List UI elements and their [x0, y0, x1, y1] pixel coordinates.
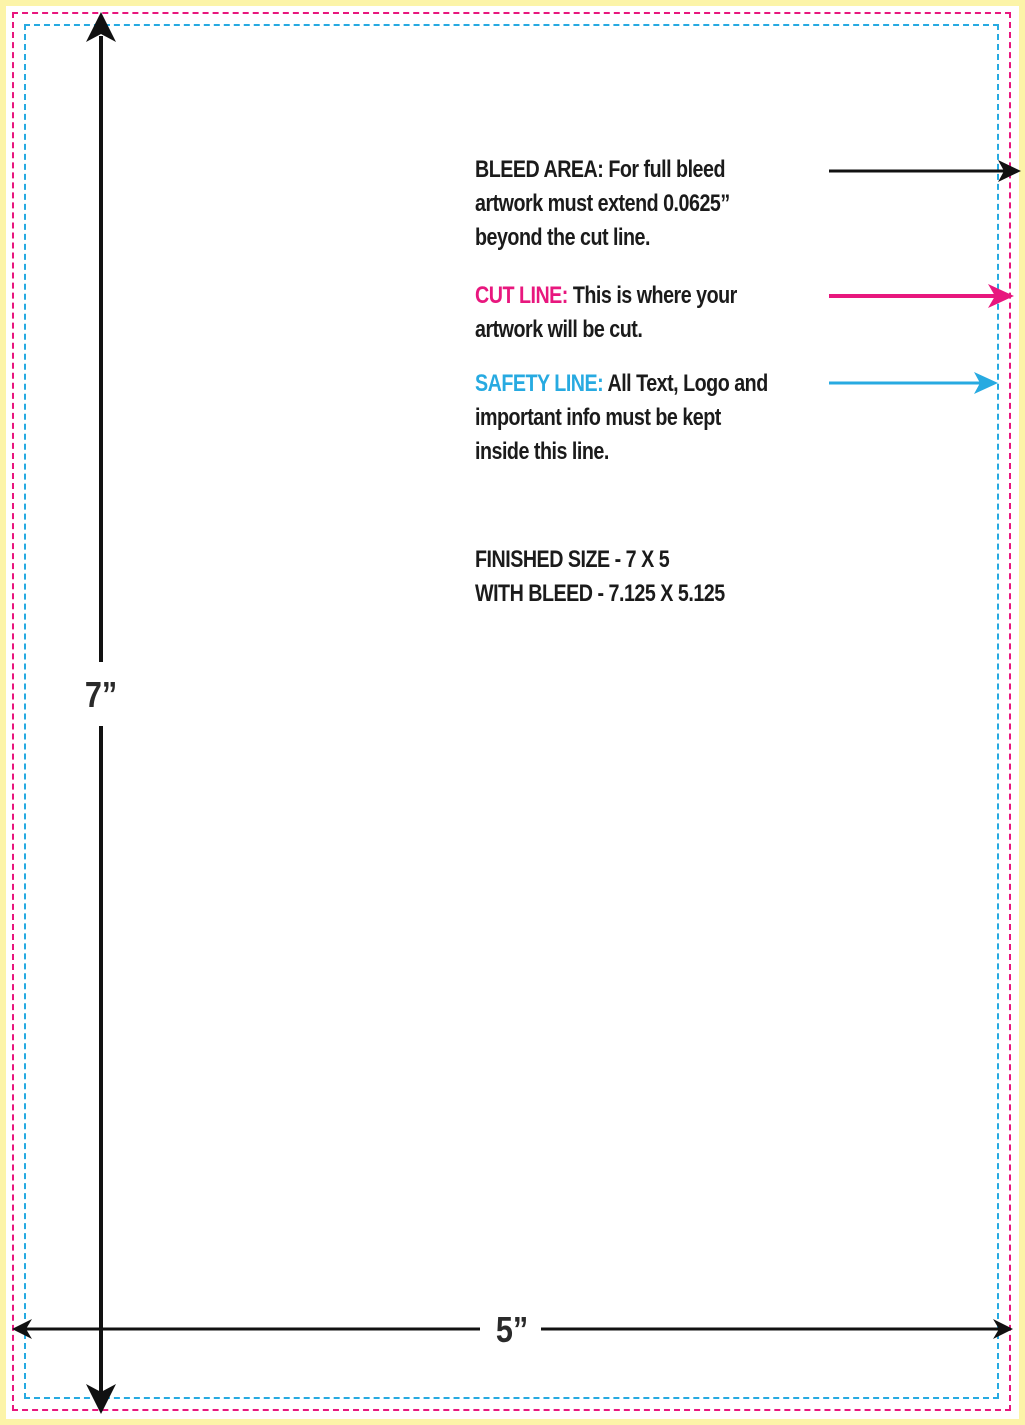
cut-pointer-arrow [829, 284, 1014, 308]
height-dimension-label: 7” [81, 670, 120, 720]
safety-line-note [475, 367, 768, 469]
bleed-area-note [475, 153, 762, 255]
cut-line-label: CUT LINE: [475, 282, 568, 309]
bleed-line-1 [475, 153, 762, 187]
safety-text-1: All Text, Logo and [607, 370, 768, 397]
cut-line-note [475, 279, 762, 347]
finished-size: FINISHED SIZE - 7 X 5 [475, 546, 670, 573]
safety-line-label: SAFETY LINE: [475, 370, 604, 397]
width-dimension-label: 5” [489, 1305, 535, 1355]
safety-line-3: inside this line. [475, 438, 609, 465]
safety-line-2: important info must be kept [475, 404, 721, 431]
safety-line-1 [475, 367, 768, 401]
cut-text-1: This is where your [572, 282, 737, 309]
with-bleed-size: WITH BLEED - 7.125 X 5.125 [475, 580, 725, 607]
safety-pointer-arrow [829, 372, 998, 394]
bleed-line-3: beyond the cut line. [475, 224, 650, 251]
bleed-text-1: For full bleed [608, 156, 725, 183]
cut-line-2: artwork will be cut. [475, 316, 643, 343]
bleed-pointer-arrow [829, 160, 1021, 182]
bleed-line-2: artwork must extend 0.0625” [475, 190, 730, 217]
cut-line-1 [475, 279, 762, 313]
bleed-area-label: BLEED AREA: [475, 156, 604, 183]
size-note [475, 543, 762, 611]
